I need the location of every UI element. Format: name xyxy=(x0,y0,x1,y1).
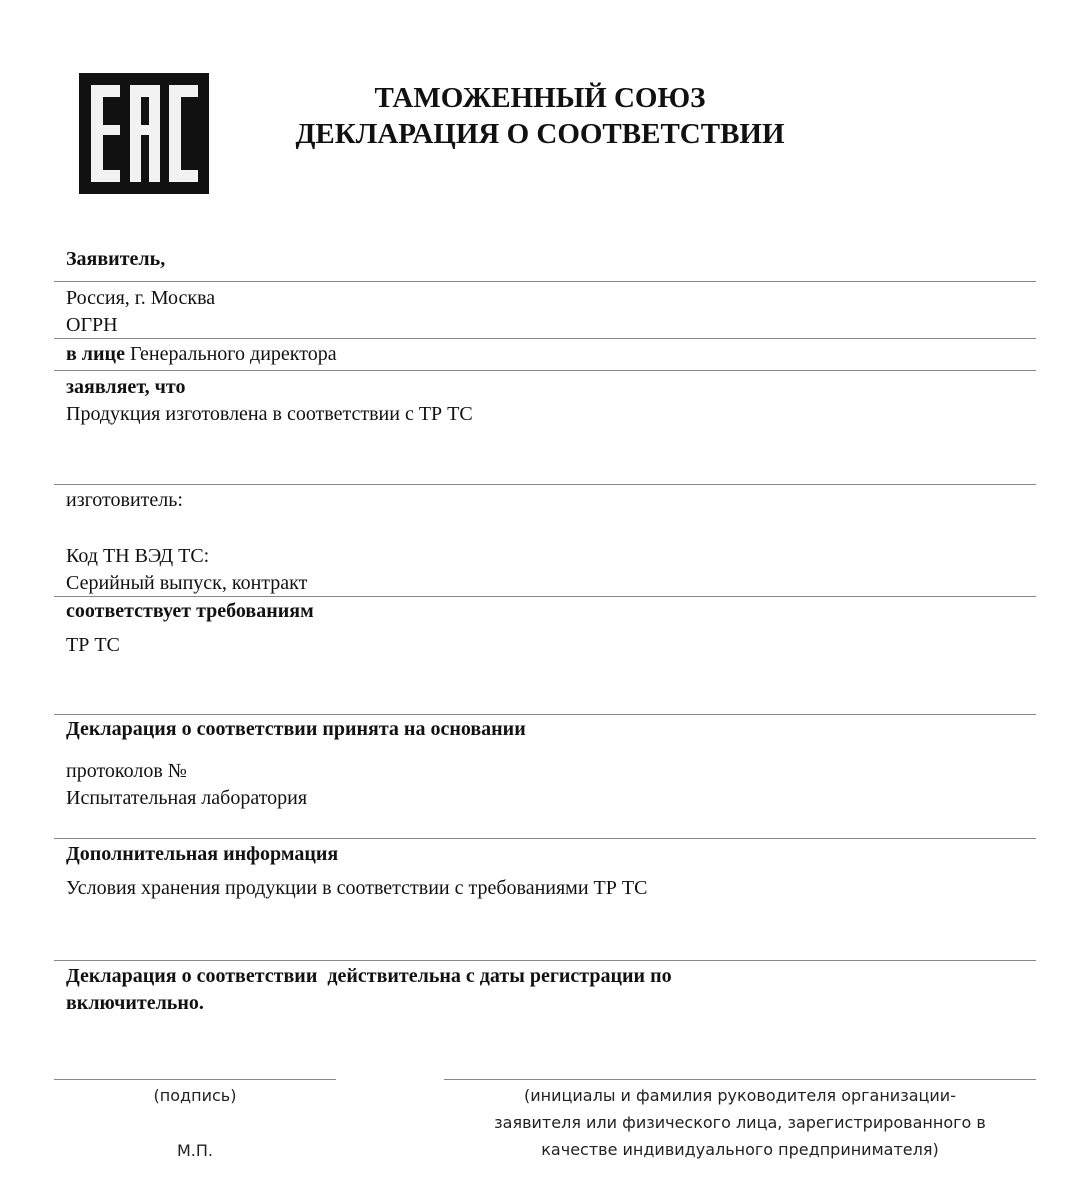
representative-label: в лице xyxy=(66,343,125,365)
signature-label: (подпись) xyxy=(153,1086,237,1105)
requirements-value: ТР ТС xyxy=(66,634,120,656)
divider xyxy=(54,281,1036,282)
divider xyxy=(54,596,1036,597)
title-customs-union: ТАМОЖЕННЫЙ СОЮЗ xyxy=(374,82,706,114)
requirements-label: соответствует требованиям xyxy=(66,600,314,622)
divider xyxy=(54,838,1036,839)
divider xyxy=(54,484,1036,485)
stamp-label: М.П. xyxy=(176,1141,213,1160)
divider xyxy=(54,714,1036,715)
declares-label: заявляет, что xyxy=(66,376,186,398)
applicant-address: Россия, г. Москва xyxy=(66,287,216,309)
representative xyxy=(66,342,337,366)
basis-label: Декларация о соответствии принята на основании xyxy=(66,718,526,740)
manufacturer-label: изготовитель: xyxy=(66,489,183,511)
applicant-label: Заявитель, xyxy=(66,248,166,270)
validity-line1: Декларация о соответствии действительна с даты регистрации по xyxy=(66,965,672,987)
name-line xyxy=(444,1079,1036,1080)
additional-text: Условия хранения продукции в соответствии с требованиями ТР ТС xyxy=(66,877,648,899)
name-caption xyxy=(444,1082,1036,1163)
declares-text: Продукция изготовлена в соответствии с ТР ТС xyxy=(66,403,473,425)
release-type: Серийный выпуск, контракт xyxy=(66,572,308,594)
protocols: протоколов № xyxy=(66,760,187,782)
name-caption-line: (инициалы и фамилия руководителя организации- xyxy=(524,1086,956,1105)
representative-value: Генерального директора xyxy=(129,343,337,365)
laboratory: Испытательная лаборатория xyxy=(66,787,308,809)
divider xyxy=(54,960,1036,961)
name-caption-line: заявителя или физического лица, зарегистрированного в xyxy=(494,1113,986,1132)
additional-label: Дополнительная информация xyxy=(66,843,339,865)
hs-code: Код ТН ВЭД ТС: xyxy=(66,545,210,567)
title-declaration: ДЕКЛАРАЦИЯ О СООТВЕТСТВИИ xyxy=(295,118,785,150)
eac-logo xyxy=(79,73,209,194)
signature-line xyxy=(54,1079,336,1080)
name-caption-line: качестве индивидуального предпринимателя) xyxy=(541,1140,939,1159)
validity-line2: включительно. xyxy=(66,992,204,1014)
divider xyxy=(54,338,1036,339)
applicant-ogrn: ОГРН xyxy=(66,314,118,336)
divider xyxy=(54,370,1036,371)
